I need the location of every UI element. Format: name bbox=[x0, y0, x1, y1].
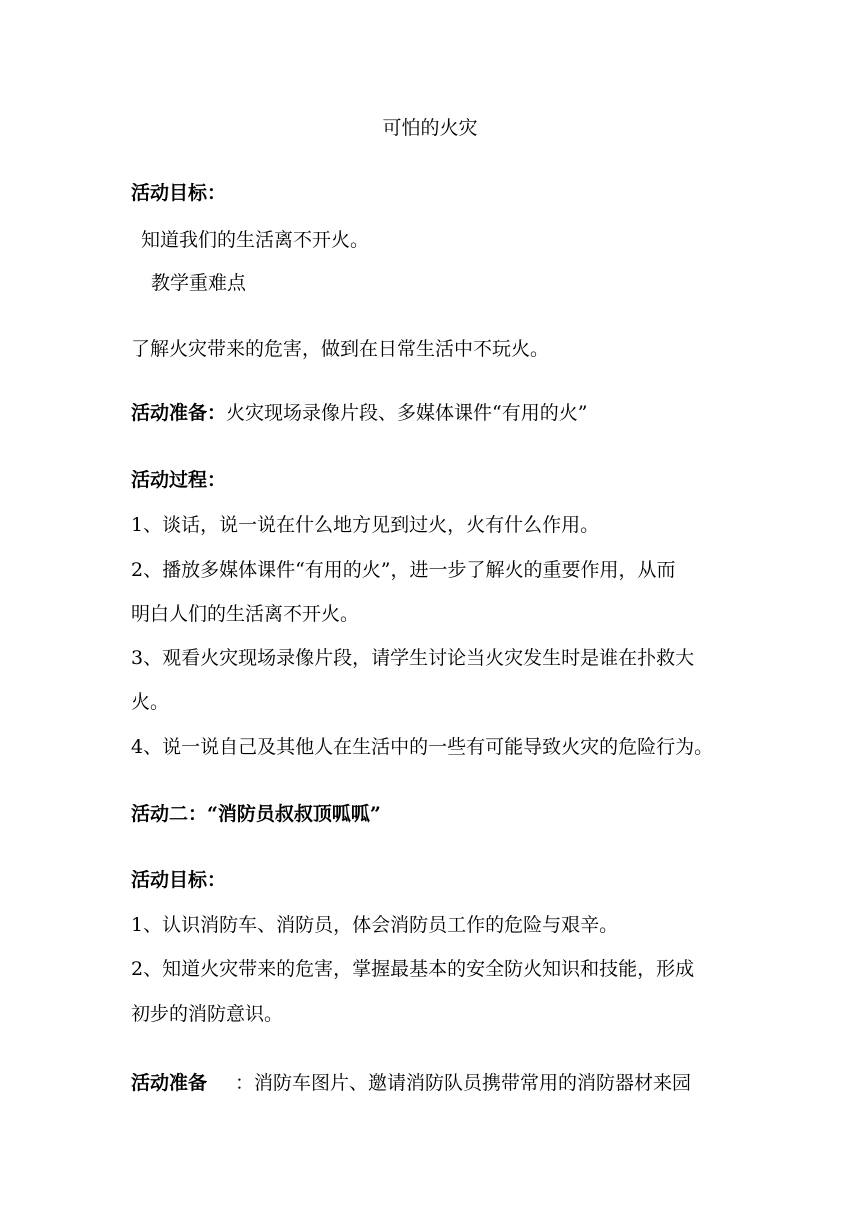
goal2-heading: 活动目标： bbox=[131, 869, 227, 891]
prep1-label: 活动准备： bbox=[131, 402, 227, 424]
process-item: 明白人们的生活离不开火。 bbox=[131, 603, 360, 625]
goal2-item: 2、知道火灾带来的危害，掌握最基本的安全防火知识和技能，形成 bbox=[131, 958, 695, 980]
process-item: 1、谈话，说一说在什么地方见到过火，火有什么作用。 bbox=[131, 514, 600, 536]
prep2-paragraph bbox=[131, 1070, 691, 1096]
prep1-text: 火灾现场录像片段、多媒体课件“有用的火” bbox=[226, 402, 588, 424]
prep1-paragraph bbox=[131, 400, 587, 426]
activity2-heading: 活动二：“消防员叔叔顶呱呱” bbox=[131, 803, 381, 825]
process-heading: 活动过程： bbox=[131, 469, 227, 491]
key-points-text: 了解火灾带来的危害，做到在日常生活中不玩火。 bbox=[131, 338, 550, 360]
goal1-heading: 活动目标： bbox=[131, 182, 227, 204]
process-item: 火。 bbox=[131, 691, 170, 713]
goal2-item: 初步的消防意识。 bbox=[131, 1003, 284, 1025]
prep2-text: ：消防车图片、邀请消防队员携带常用的消防器材来园 bbox=[235, 1072, 692, 1094]
key-points-heading: 教学重难点 bbox=[151, 272, 247, 294]
document-title: 可怕的火灾 bbox=[382, 117, 478, 139]
process-item: 2、播放多媒体课件“有用的火”，进一步了解火的重要作用，从而 bbox=[131, 559, 676, 581]
process-item: 3、观看火灾现场录像片段，请学生讨论当火灾发生时是谁在扑救大 bbox=[131, 647, 695, 669]
goal2-item: 1、认识消防车、消防员，体会消防员工作的危险与艰辛。 bbox=[131, 914, 619, 936]
process-item: 4、说一说自己及其他人在生活中的一些有可能导致火灾的危险行为。 bbox=[131, 736, 714, 758]
goal1-text: 知道我们的生活离不开火。 bbox=[141, 229, 370, 251]
prep2-label: 活动准备 bbox=[131, 1072, 208, 1094]
